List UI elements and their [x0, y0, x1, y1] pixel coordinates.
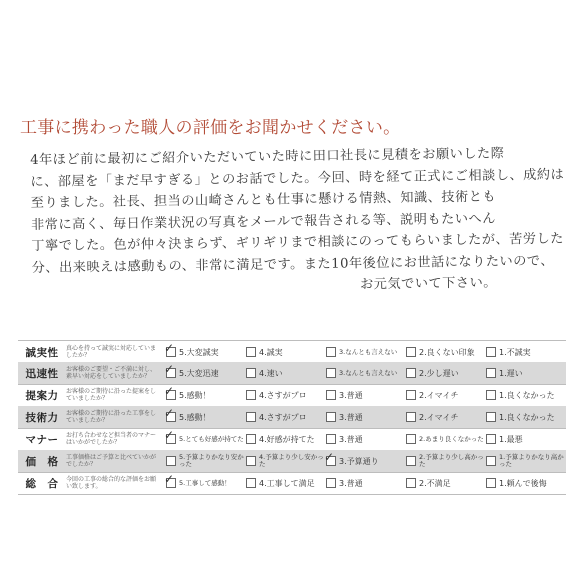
checkbox[interactable] [326, 434, 336, 444]
checkbox[interactable] [486, 434, 496, 444]
evaluation-row [18, 340, 566, 364]
option-label: 3.なんとも言えない [339, 347, 398, 356]
option-label: 3.普通 [339, 478, 363, 488]
option-label: 4.速い [259, 368, 283, 378]
option-label: 4.工事して満足 [259, 478, 315, 488]
category-label: 迅速性 [25, 367, 59, 380]
question-text: お客様のご要望・ご不満に対し、素早い対応をしていましたか？ [66, 366, 157, 380]
checkbox[interactable] [326, 412, 336, 422]
rating-option[interactable] [406, 434, 486, 444]
checkmark-icon: ✓ [164, 384, 175, 398]
rating-option[interactable] [486, 478, 566, 489]
rating-option[interactable] [486, 454, 566, 468]
option-label: 4.誠実 [259, 347, 283, 357]
checkbox[interactable] [406, 478, 416, 488]
evaluation-row [18, 472, 566, 495]
handwritten-comment [30, 143, 565, 301]
option-label: 2.イマイチ [419, 412, 459, 422]
rating-option[interactable] [486, 347, 566, 358]
rating-option[interactable] [326, 412, 406, 423]
checkbox[interactable] [406, 412, 416, 422]
checkbox[interactable] [246, 456, 256, 466]
evaluation-table [18, 340, 566, 496]
option-label: 1.頼んで後悔 [499, 478, 547, 488]
evaluation-row [18, 406, 566, 429]
rating-option[interactable] [486, 368, 566, 379]
evaluation-row [18, 428, 566, 451]
checkbox[interactable] [246, 390, 256, 400]
rating-option[interactable] [406, 390, 486, 401]
option-label: 5.大変迅速 [179, 368, 219, 378]
checkbox[interactable] [486, 478, 496, 488]
rating-option[interactable] [164, 362, 246, 379]
rating-option[interactable] [326, 347, 406, 357]
option-label: 4.さすがプロ [259, 390, 307, 400]
rating-option[interactable] [326, 434, 406, 445]
evaluation-row [18, 450, 566, 473]
option-label: 4.予算より少し安かった [259, 453, 324, 468]
option-label: 2.不満足 [419, 478, 451, 488]
category-label: 技術力 [25, 411, 59, 424]
category-label: 価 格 [25, 455, 59, 468]
rating-option[interactable] [326, 478, 406, 489]
checkbox[interactable] [164, 428, 176, 444]
rating-option[interactable] [406, 347, 486, 358]
comment-signoff: お元気でいて下さい。 [359, 275, 498, 293]
checkmark-icon: ✓ [164, 341, 175, 355]
rating-option[interactable] [406, 478, 486, 489]
rating-option[interactable] [164, 406, 246, 423]
rating-option[interactable] [406, 412, 486, 423]
checkbox[interactable] [406, 368, 416, 378]
checkbox[interactable] [246, 434, 256, 444]
option-label: 1.良くなかった [499, 390, 555, 400]
checkmark-icon: ✓ [164, 406, 175, 420]
category-label: 誠実性 [25, 346, 59, 359]
option-label: 5.感動！ [179, 390, 211, 400]
checkbox[interactable] [326, 347, 336, 357]
rating-option[interactable] [246, 454, 326, 468]
rating-option[interactable] [486, 390, 566, 401]
category-label: マナー [25, 433, 59, 446]
rating-option[interactable] [326, 368, 406, 378]
option-label: 2.あまり良くなかった [419, 434, 484, 443]
rating-option[interactable] [164, 384, 246, 401]
rating-option[interactable] [246, 390, 326, 401]
option-label: 3.普通 [339, 390, 363, 400]
checkbox[interactable] [486, 347, 496, 357]
comment-line: 4年ほど前に最初にご紹介いただいていた時に田口社長に見積をお願いした際 [30, 146, 505, 168]
checkmark-icon: ✓ [324, 450, 335, 464]
category-label: 提案力 [25, 389, 59, 402]
checkmark-icon: ✓ [164, 472, 175, 486]
checkbox[interactable] [486, 456, 496, 466]
rating-option[interactable] [406, 368, 486, 379]
page-title: 工事に携わった職人の評価をお聞かせください。 [20, 118, 401, 138]
checkbox[interactable] [164, 384, 176, 400]
checkbox[interactable] [326, 368, 336, 378]
rating-option[interactable] [164, 472, 246, 488]
option-label: 3.予算通り [339, 456, 379, 466]
option-label: 1.不誠実 [499, 347, 531, 357]
option-label: 1.予算よりかなり高かった [499, 453, 564, 468]
option-label: 5.大変誠実 [179, 347, 219, 357]
option-label: 3.なんとも言えない [339, 368, 398, 377]
evaluation-row [18, 384, 566, 407]
checkbox[interactable] [486, 412, 496, 422]
checkmark-icon: ✓ [164, 362, 175, 376]
rating-option[interactable] [486, 412, 566, 423]
option-label: 5.感動！ [179, 412, 211, 422]
comment-line: 丁寧でした。色が仲々決まらず、ギリギリまで相談にのってもらいましたが、苦労した [31, 231, 565, 254]
comment-line: 分、出来映えは感動もの、非常に満足です。また10年後位にお世話になりたいので、 [31, 253, 555, 276]
question-text: お打ち合わせなど担当者のマナーはいかがでしたか？ [66, 432, 157, 446]
category-label: 総 合 [25, 477, 59, 490]
evaluation-row [18, 362, 566, 385]
option-label: 2.少し遅い [419, 368, 459, 378]
checkbox[interactable] [486, 368, 496, 378]
checkbox[interactable] [406, 434, 416, 444]
rating-option[interactable] [164, 341, 246, 358]
rating-option[interactable] [246, 368, 326, 379]
rating-option[interactable] [246, 347, 326, 358]
checkbox[interactable] [246, 478, 256, 488]
comment-line: 非常に高く、毎日作業状況の写真をメールで報告される等、説明もたいへん [30, 211, 496, 233]
checkmark-icon: ✓ [164, 428, 175, 442]
checkbox[interactable] [324, 450, 336, 466]
option-label: 2.イマイチ [419, 390, 459, 400]
checkbox[interactable] [164, 406, 176, 422]
option-label: 3.普通 [339, 434, 363, 444]
rating-option[interactable] [324, 450, 406, 467]
checkbox[interactable] [326, 478, 336, 488]
question-text: 真心を持って誠実に対応していましたか？ [66, 345, 157, 359]
option-label: 2.予算より少し高かった [419, 453, 484, 468]
rating-option[interactable] [166, 454, 246, 468]
rating-option[interactable] [246, 434, 326, 445]
question-text: 工事価格はご予算と比べていかがでしたか？ [66, 454, 157, 468]
question-text: お客様のご期待に沿った提案をしていましたか？ [66, 388, 157, 402]
option-label: 4.好感が持てた [259, 434, 315, 444]
checkbox[interactable] [246, 347, 256, 357]
checkbox[interactable] [246, 368, 256, 378]
checkbox[interactable] [406, 456, 416, 466]
rating-option[interactable] [406, 454, 486, 468]
question-text: 今回の工事の総合的な評価をお願い致します。 [66, 476, 157, 490]
rating-option[interactable] [486, 434, 566, 445]
checkbox[interactable] [166, 456, 176, 466]
rating-option[interactable] [326, 390, 406, 401]
option-label: 3.普通 [339, 412, 363, 422]
checkbox[interactable] [486, 390, 496, 400]
checkbox[interactable] [164, 362, 176, 378]
rating-option[interactable] [164, 428, 246, 444]
checkbox[interactable] [164, 472, 176, 488]
option-label: 2.良くない印象 [419, 347, 475, 357]
option-label: 5.工事して感動！ [179, 478, 231, 487]
checkbox[interactable] [326, 390, 336, 400]
option-label: 1.最悪 [499, 434, 523, 444]
option-label: 4.さすがプロ [259, 412, 307, 422]
option-label: 1.良くなかった [499, 412, 555, 422]
comment-line: に、部屋を「まだ早すぎる」とのお話でした。今回、時を経て正式にご相談し、成約は [30, 167, 565, 190]
checkbox[interactable] [246, 412, 256, 422]
checkbox[interactable] [164, 341, 176, 357]
checkbox[interactable] [406, 390, 416, 400]
question-text: お客様のご期待に沿った工事をしていましたか？ [66, 410, 157, 424]
rating-option[interactable] [246, 412, 326, 423]
option-label: 5.予算よりかなり安かった [179, 453, 244, 468]
checkbox[interactable] [406, 347, 416, 357]
option-label: 5.とても好感が持てた [179, 434, 244, 443]
comment-line: 至りました。社長、担当の山崎さんとも仕事に懸ける情熱、知識、技術とも [30, 189, 497, 211]
rating-option[interactable] [246, 478, 326, 489]
option-label: 1.遅い [499, 368, 523, 378]
